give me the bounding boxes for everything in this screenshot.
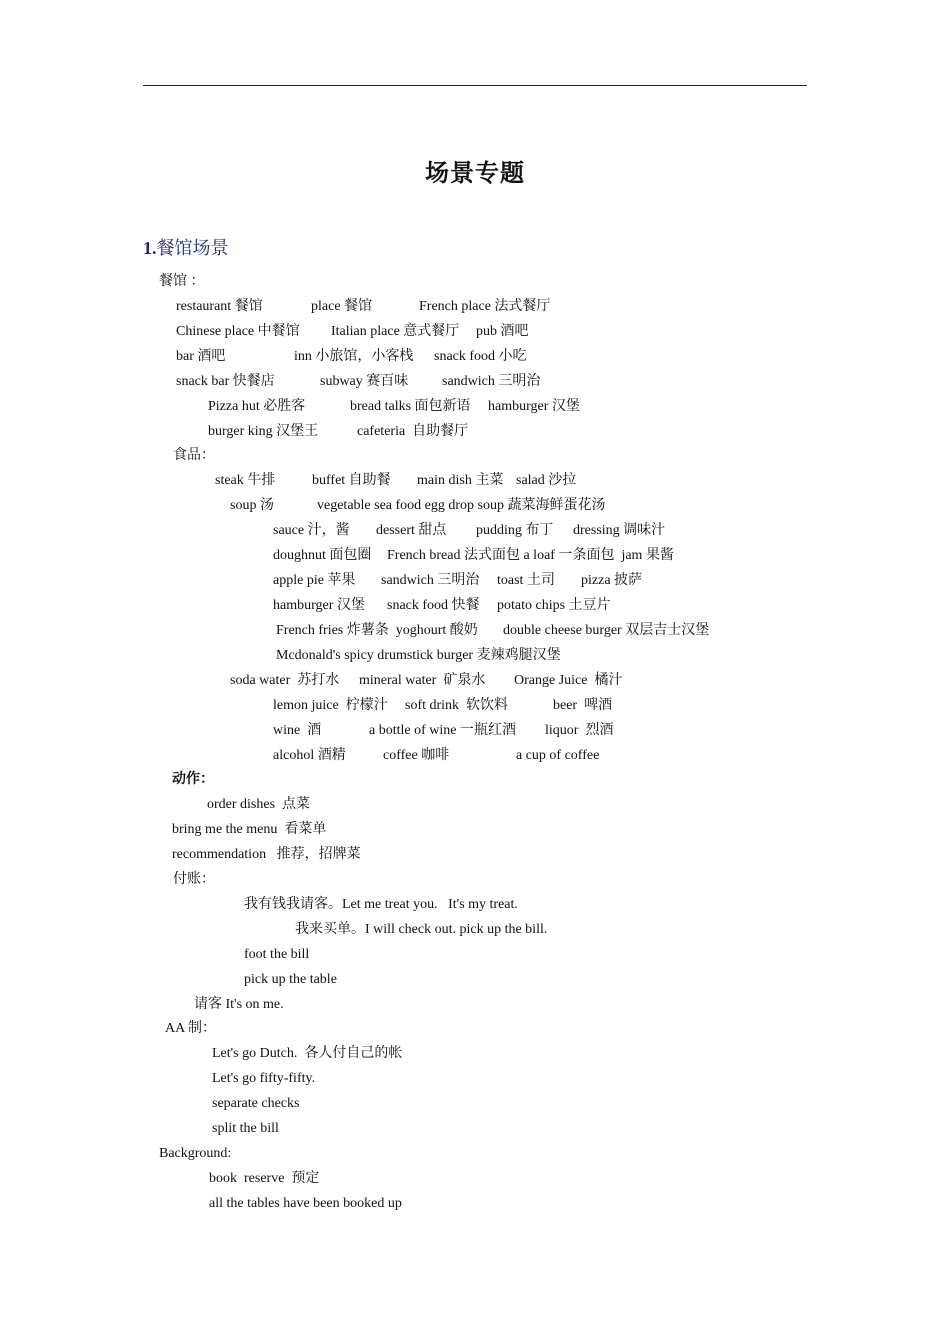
vocab-item: double cheese burger 双层吉士汉堡 bbox=[503, 623, 710, 638]
vocab-item: steak 牛排 bbox=[215, 473, 276, 488]
vocab-item: dessert 甜点 bbox=[376, 523, 447, 538]
vocab-item: a cup of coffee bbox=[516, 748, 600, 763]
page-title: 场景专题 bbox=[425, 159, 525, 187]
phrase-item: order dishes 点菜 bbox=[207, 797, 311, 812]
section-heading bbox=[143, 234, 229, 260]
vocab-item: bar 酒吧 bbox=[176, 349, 226, 364]
subheading-restaurant: 餐馆 ： bbox=[159, 274, 205, 289]
phrase-item: bring me the menu 看菜单 bbox=[172, 822, 327, 837]
vocab-item: wine 酒 bbox=[273, 723, 322, 738]
vocab-item: pudding 布丁 bbox=[476, 523, 554, 538]
vocab-item: apple pie 苹果 bbox=[273, 573, 356, 588]
vocab-item: coffee 咖啡 bbox=[383, 748, 450, 763]
phrase-item: 我来买单。I will check out. pick up the bill. bbox=[295, 922, 548, 937]
phrase-item: separate checks bbox=[212, 1096, 300, 1111]
vocab-item: Mcdonald's spicy drumstick burger 麦辣鸡腿汉堡 bbox=[276, 648, 561, 663]
vocab-item: cafeteria 自助餐厅 bbox=[357, 424, 469, 439]
vocab-item: French bread 法式面包 a loaf 一条面包 jam 果酱 bbox=[387, 548, 674, 563]
vocab-item: burger king 汉堡王 bbox=[208, 424, 319, 439]
vocab-item: restaurant 餐馆 bbox=[176, 299, 263, 314]
vocab-item: hamburger 汉堡 bbox=[488, 399, 580, 414]
vocab-item: beer 啤酒 bbox=[553, 698, 613, 713]
vocab-item: main dish 主菜 bbox=[417, 473, 504, 488]
vocab-item: sandwich 三明治 bbox=[381, 573, 480, 588]
vocab-item: soft drink 软饮料 bbox=[405, 698, 509, 713]
subheading-background: Background: bbox=[159, 1146, 232, 1161]
phrase-item: all the tables have been booked up bbox=[209, 1196, 402, 1211]
vocab-item: salad 沙拉 bbox=[516, 473, 577, 488]
vocab-item: sandwich 三明治 bbox=[442, 374, 541, 389]
vocab-item: Italian place 意式餐厅 bbox=[331, 324, 460, 339]
vocab-item: mineral water 矿泉水 bbox=[359, 673, 486, 688]
phrase-item: Let's go fifty-fifty. bbox=[212, 1071, 316, 1086]
subheading-actions: 动作： bbox=[172, 772, 214, 787]
phrase-item: Let's go Dutch. 各人付自己的帐 bbox=[212, 1046, 403, 1061]
phrase-item: 我有钱我请客。Let me treat you. It's my treat. bbox=[244, 897, 518, 912]
vocab-item: soup 汤 bbox=[230, 498, 274, 513]
vocab-item: a bottle of wine 一瓶红酒 bbox=[369, 723, 516, 738]
phrase-item: split the bill bbox=[212, 1121, 279, 1136]
vocab-item: bread talks 面包新语 bbox=[350, 399, 471, 414]
vocab-item: alcohol 酒精 bbox=[273, 748, 346, 763]
vocab-item: vegetable sea food egg drop soup 蔬菜海鲜蛋花汤 bbox=[317, 498, 606, 513]
vocab-item: French fries 炸薯条 yoghourt 酸奶 bbox=[276, 623, 478, 638]
vocab-item: Pizza hut 必胜客 bbox=[208, 399, 306, 414]
phrase-item: foot the bill bbox=[244, 947, 310, 962]
vocab-item: French place 法式餐厅 bbox=[419, 299, 551, 314]
vocab-item: snack food 小吃 bbox=[434, 349, 527, 364]
vocab-item: soda water 苏打水 bbox=[230, 673, 340, 688]
section-number: 1. bbox=[143, 238, 157, 258]
phrase-item: 请客 It's on me. bbox=[194, 997, 284, 1012]
header-rule bbox=[143, 85, 807, 86]
section-name: 餐馆场景 bbox=[156, 238, 229, 259]
vocab-item: snack food 快餐 bbox=[387, 598, 480, 613]
vocab-item: place 餐馆 bbox=[311, 299, 373, 314]
vocab-item: buffet 自助餐 bbox=[312, 473, 391, 488]
vocab-item: liquor 烈酒 bbox=[545, 723, 614, 738]
vocab-item: snack bar 快餐店 bbox=[176, 374, 275, 389]
vocab-item: hamburger 汉堡 bbox=[273, 598, 365, 613]
vocab-item: sauce 汁，酱 bbox=[273, 523, 350, 538]
vocab-item: pizza 披萨 bbox=[581, 573, 643, 588]
vocab-item: Orange Juice 橘汁 bbox=[514, 673, 623, 688]
vocab-item: toast 土司 bbox=[497, 573, 555, 588]
subheading-food: 食品： bbox=[173, 448, 215, 463]
subheading-split: AA 制： bbox=[165, 1021, 216, 1036]
phrase-item: book reserve 预定 bbox=[209, 1171, 320, 1186]
subheading-payment: 付账： bbox=[173, 872, 215, 887]
vocab-item: lemon juice 柠檬汁 bbox=[273, 698, 388, 713]
vocab-item: Chinese place 中餐馆 bbox=[176, 324, 300, 339]
vocab-item: subway 赛百味 bbox=[320, 374, 409, 389]
vocab-item: potato chips 土豆片 bbox=[497, 598, 611, 613]
phrase-item: recommendation 推荐，招牌菜 bbox=[172, 847, 361, 862]
vocab-item: doughnut 面包圈 bbox=[273, 548, 372, 563]
vocab-item: pub 酒吧 bbox=[476, 324, 529, 339]
vocab-item: dressing 调味汁 bbox=[573, 523, 666, 538]
vocab-item: inn 小旅馆，小客栈 bbox=[294, 349, 414, 364]
phrase-item: pick up the table bbox=[244, 972, 337, 987]
